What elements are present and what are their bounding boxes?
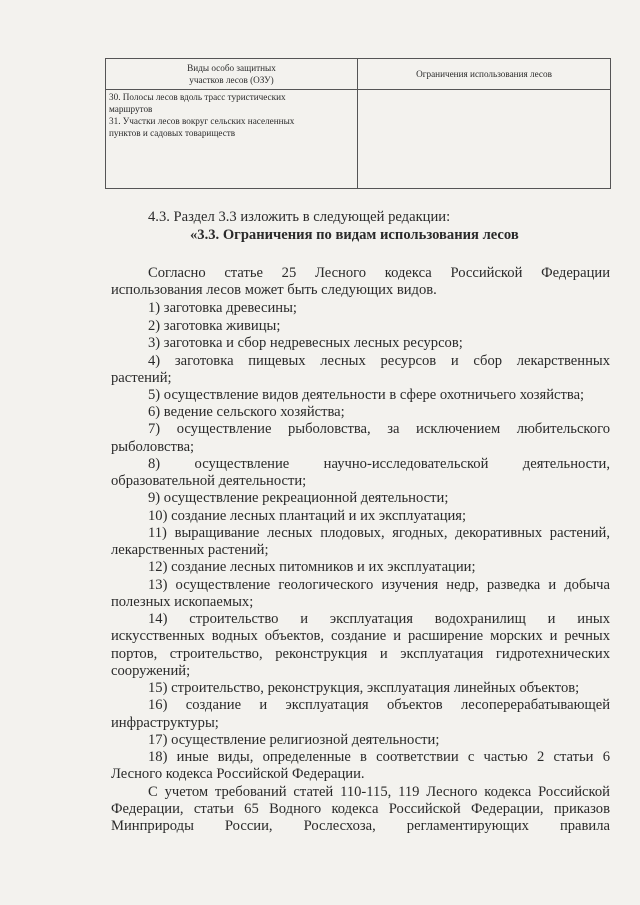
section-intro: 4.3. Раздел 3.3 изложить в следующей редакции: [148,209,451,225]
cell-line: 30. Полосы лесов вдоль трасс туристических [109,92,286,102]
table-header-restrictions: Ограничения использования лесов [358,59,611,90]
body-line: лекарственных растений; [111,542,269,558]
body-line: образовательной деятельности; [111,473,307,489]
table-row [106,90,611,189]
table-cell-ozu-types [106,90,358,189]
body-line: портов, строительство, реконструкция и эксплуатация гидротехнических [111,646,610,662]
cell-line: пунктов и садовых товариществ [109,128,236,138]
body-line: 12) создание лесных питомников и их эксплуатации; [148,559,476,575]
body-line: 16) создание и эксплуатация объектов лесоперерабатывающей [148,697,610,713]
body-line: Минприроды России, Рослесхоза, регламентирующих правила [111,818,610,834]
body-line: 5) осуществление видов деятельности в сфере охотничьего хозяйства; [148,387,585,403]
body-line: 8) осуществление научно-исследовательской деятельности, [148,456,610,472]
body-line: 3) заготовка и сбор недревесных лесных ресурсов; [148,335,463,351]
table-cell-restrictions [358,90,611,189]
body-line: искусственных водных объектов, создание и расширение морских и речных [111,628,610,644]
body-line: 14) строительство и эксплуатация водохранилищ и иных [148,611,610,627]
body-line: 9) осуществление рекреационной деятельности; [148,490,449,506]
body-line: растений; [111,370,172,386]
table-header-row [106,59,611,90]
table-header-ozu-types [106,59,358,90]
cell-line: 31. Участки лесов вокруг сельских населенных [109,116,295,126]
body-line: инфраструктуры; [111,715,219,731]
body-line: 15) строительство, реконструкция, эксплуатация линейных объектов; [148,680,580,696]
header-line: Виды особо защитных [187,63,276,73]
header-line: участков лесов (ОЗУ) [189,75,274,85]
body-line: Лесного кодекса Российской Федерации. [111,766,365,782]
body-line: 13) осуществление геологического изучения недр, разведка и добыча [148,577,610,593]
ozu-restrictions-table [105,58,611,189]
body-line: 4) заготовка пищевых лесных ресурсов и сбор лекарственных [148,353,610,369]
body-line: 1) заготовка древесины; [148,300,297,316]
cell-line: маршрутов [109,104,153,114]
body-line: 10) создание лесных плантаций и их эксплуатация; [148,508,467,524]
body-line: 17) осуществление религиозной деятельности; [148,732,440,748]
body-line: 2) заготовка живицы; [148,318,281,334]
body-line: полезных ископаемых; [111,594,254,610]
body-line: 11) выращивание лесных плодовых, ягодных, декоративных растений, [148,525,610,541]
body-line: С учетом требований статей 110-115, 119 Лесного кодекса Российской [148,784,610,800]
section-title: «3.3. Ограничения по видам использования лесов [190,227,519,243]
body-line: Согласно статье 25 Лесного кодекса Российской Федерации [148,265,610,281]
body-line: 18) иные виды, определенные в соответствии с частью 2 статьи 6 [148,749,610,765]
body-line: Федерации, статьи 65 Водного кодекса Российской Федерации, приказов [111,801,610,817]
body-line: использования лесов может быть следующих видов. [111,282,437,298]
body-line: 6) ведение сельского хозяйства; [148,404,345,420]
body-line: рыболовства; [111,439,195,455]
body-line: сооружений; [111,663,191,679]
body-line: 7) осуществление рыболовства, за исключением любительского [148,421,610,437]
